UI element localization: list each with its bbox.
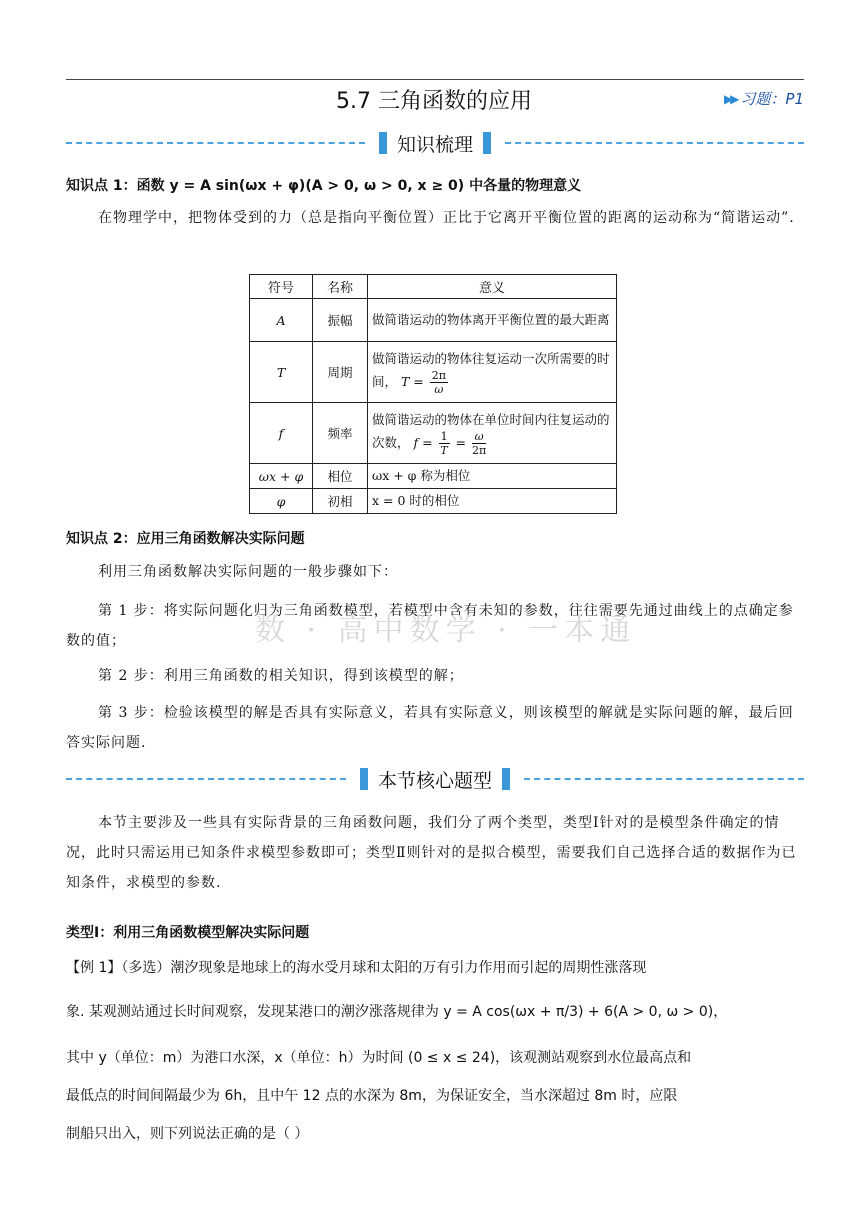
fraction: [430, 369, 448, 396]
meaning-text: 做简谐运动的物体在单位时间内往复运动的次数，: [372, 411, 610, 450]
table-cell-symbol: φ: [250, 489, 313, 514]
page-title: 5.7 三角函数的应用: [336, 89, 532, 114]
step-1: 第 1 步：将实际问题化归为三角函数模型，若模型中含有未知的参数，往往需要先通过曲线上的点确定参数的值；: [66, 603, 794, 649]
table-row: [250, 342, 617, 403]
table-cell-meaning: ωx + φ 称为相位: [368, 464, 617, 489]
section-bar-icon: [502, 768, 510, 790]
knowledge-point-2-title: 知识点 2：应用三角函数解决实际问题: [66, 531, 305, 547]
table-header: 意义: [368, 275, 617, 299]
example-1-line-1: 【例 1】（多选）潮汐现象是地球上的海水受月球和太阳的万有引力作用而引起的周期性涨落现: [66, 960, 647, 976]
section-core: [66, 764, 804, 794]
section-title: 知识梳理: [397, 133, 474, 156]
table-header-row: [250, 275, 617, 299]
table-cell-symbol: A: [250, 299, 313, 342]
table-cell-name: 初相: [313, 489, 368, 514]
exercise-label: 习题：P1: [740, 90, 804, 108]
step-2: 第 2 步：利用三角函数的相关知识，得到该模型的解；: [98, 668, 464, 684]
table-cell-name: 频率: [313, 403, 368, 464]
header-rule: [66, 79, 804, 80]
fraction: [472, 430, 486, 457]
section-divider: [524, 778, 804, 780]
fraction-numerator: 1: [440, 429, 448, 443]
fraction-numerator: 2π: [431, 368, 447, 382]
section-knowledge: [66, 128, 804, 158]
fraction-denominator: ω: [434, 382, 444, 396]
section-bar-icon: [379, 132, 387, 154]
fraction: [439, 430, 450, 457]
section-bar-icon: [360, 768, 368, 790]
table-cell-meaning: [368, 342, 617, 403]
meaning-text: 做简谐运动的物体往复运动一次所需要的时间，: [372, 350, 610, 389]
step-3: 第 3 步：检验该模型的解是否具有实际意义，若具有实际意义，则该模型的解就是实际问题的解，最后回答实际问题.: [66, 705, 794, 751]
table-cell-name: 振幅: [313, 299, 368, 342]
section-title: 本节核心题型: [378, 769, 493, 792]
table-row: [250, 464, 617, 489]
example-1-line-3: 其中 y（单位：m）为港口水深，x（单位：h）为时间 (0 ≤ x ≤ 24)，该观测站观察到水位最高点和: [66, 1050, 692, 1066]
table-cell-meaning: x = 0 时的相位: [368, 489, 617, 514]
watermark: 数 · 高中数学 · 一本通: [255, 613, 637, 648]
table-row: [250, 403, 617, 464]
formula-equals: =: [455, 434, 467, 450]
table-cell-name: 周期: [313, 342, 368, 403]
exercise-reference: [724, 88, 804, 109]
table-cell-name: 相位: [313, 464, 368, 489]
knowledge-point-1-text: 在物理学中，把物体受到的力（总是指向平衡位置）正比于它离开平衡位置的距离的运动称为“简谐运动”.: [98, 210, 795, 226]
fraction-denominator: T: [440, 443, 448, 457]
fraction-numerator: ω: [472, 430, 486, 444]
steps-intro: 利用三角函数解决实际问题的一般步骤如下：: [98, 564, 398, 580]
table-cell-meaning: 做简谐运动的物体离开平衡位置的最大距离: [368, 299, 617, 342]
formula-lhs: f =: [413, 434, 433, 450]
example-1-line-5: 制船只出入，则下列说法正确的是（ ）: [66, 1126, 309, 1142]
knowledge-point-1-title: 知识点 1：函数 y = A sin(ωx + φ)(A > 0, ω > 0, x ≥ 0) 中各量的物理意义: [66, 178, 582, 194]
example-1-line-4: 最低点的时间间隔最少为 6h，且中午 12 点的水深为 8m，为保证安全，当水深超过 8m 时，应限: [66, 1088, 678, 1104]
type-1-title: 类型Ⅰ：利用三角函数模型解决实际问题: [66, 925, 310, 941]
meaning-table: [249, 274, 617, 514]
table-cell-symbol: f: [250, 403, 313, 464]
double-arrow-icon: ▶▶: [723, 91, 737, 106]
core-intro: 本节主要涉及一些具有实际背景的三角函数问题，我们分了两个类型，类型Ⅰ针对的是模型条件确定的情况，此时只需运用已知条件求模型参数即可；类型Ⅱ则针对的是拟合模型，需要我们自己选择合适的数据作为已知条件，求模型的参数.: [66, 815, 797, 891]
table-cell-meaning: [368, 403, 617, 464]
table-header: 符号: [250, 275, 313, 299]
table-row: [250, 299, 617, 342]
formula-lhs: T =: [401, 373, 424, 389]
section-bar-icon: [483, 132, 491, 154]
example-1-line-2: 象. 某观测站通过长时间观察，发现某港口的潮汐涨落规律为 y = A cos(ωx + π/3) + 6(A > 0, ω > 0)，: [66, 1004, 728, 1020]
section-divider: [505, 142, 804, 144]
table-header: 名称: [313, 275, 368, 299]
fraction-denominator: 2π: [472, 443, 487, 457]
section-divider: [66, 142, 365, 144]
table-cell-symbol: ωx + φ: [250, 464, 313, 489]
section-divider: [66, 778, 346, 780]
table-cell-symbol: T: [250, 342, 313, 403]
table-row: [250, 489, 617, 514]
